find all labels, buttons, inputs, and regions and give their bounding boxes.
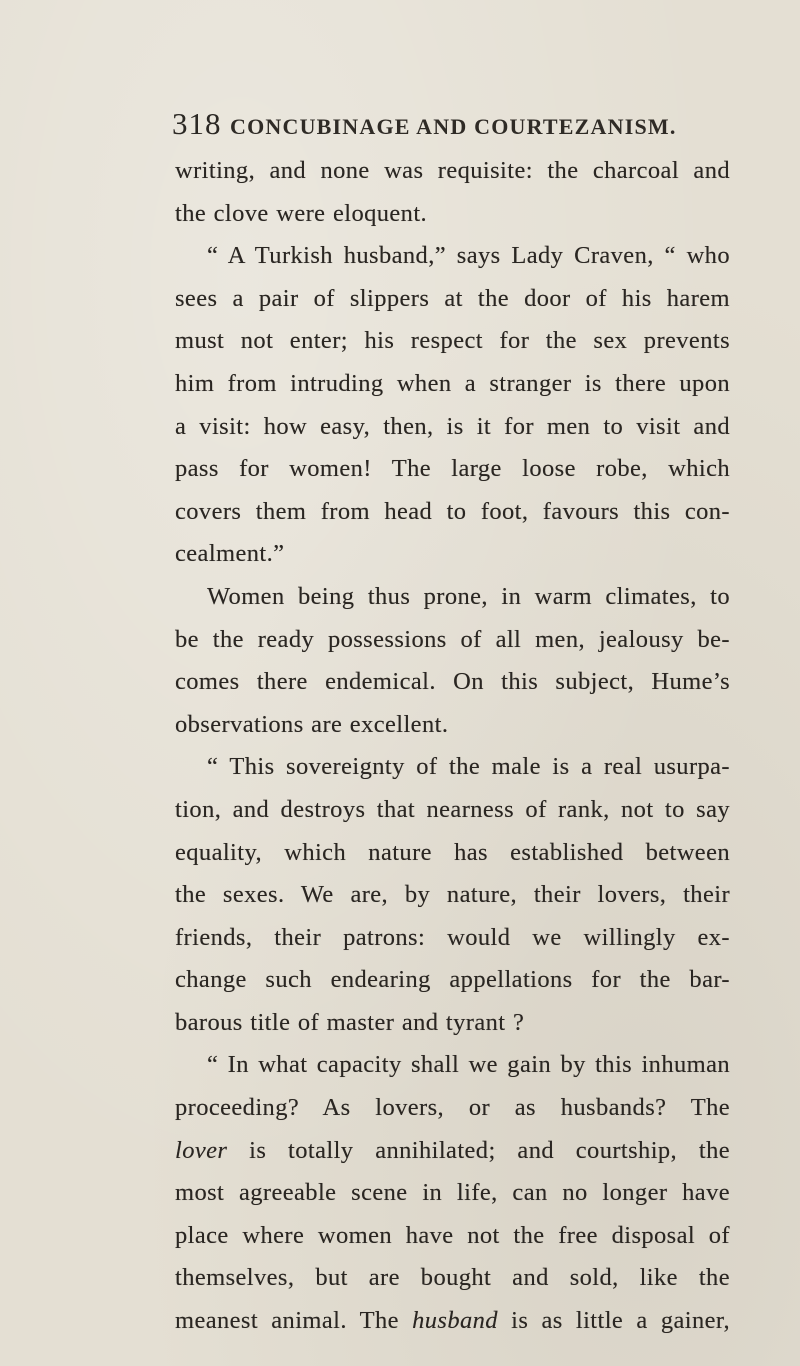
text-line: be the ready possessions of all men, jealousy be- <box>175 625 730 653</box>
page-header <box>172 106 732 146</box>
text-line: place where women have not the free disposal of <box>175 1221 730 1249</box>
text-line: most agreeable scene in life, can no longer have <box>175 1179 730 1207</box>
page-number: 318 <box>172 106 222 141</box>
text-line: tion, and destroys that nearness of rank, not to say <box>175 795 730 823</box>
text-line: “ This sovereignty of the male is a real usurpa- <box>207 753 730 781</box>
text-line: Women being thus prone, in warm climates, to <box>207 582 730 610</box>
body-text <box>175 150 730 1343</box>
text-line: sees a pair of slippers at the door of his harem <box>175 284 730 312</box>
running-head: CONCUBINAGE AND COURTEZANISM. <box>230 114 677 139</box>
text-line: the sexes. We are, by nature, their lovers, their <box>175 881 730 909</box>
text-line: must not enter; his respect for the sex prevents <box>175 327 730 355</box>
text-line: him from intruding when a stranger is there upon <box>175 369 730 397</box>
text-line: “ In what capacity shall we gain by this inhuman <box>207 1051 730 1079</box>
text-line: writing, and none was requisite: the charcoal and <box>175 157 730 184</box>
text-line: equality, which nature has established between <box>175 838 730 866</box>
text-line: “ A Turkish husband,” says Lady Craven, “ who <box>207 242 730 270</box>
text-line: observations are excellent. <box>175 710 449 738</box>
text-line: change such endearing appellations for the bar- <box>175 966 730 994</box>
text-line: meanest animal. The husband is as little a gainer, <box>175 1307 730 1335</box>
text-line: friends, their patrons: would we willingly ex- <box>175 923 730 951</box>
text-line: barous title of master and tyrant ? <box>175 1008 525 1036</box>
text-line: proceeding? As lovers, or as husbands? The <box>175 1094 730 1122</box>
text-line: the clove were eloquent. <box>175 199 428 227</box>
text-line: comes there endemical. On this subject, Hume’s <box>175 668 730 696</box>
text-line: themselves, but are bought and sold, like the <box>175 1264 730 1292</box>
text-line: cealment.” <box>175 540 285 568</box>
text-line: a visit: how easy, then, is it for men to visit and <box>175 412 730 440</box>
text-line-italic-lead: lover is totally annihilated; and courtship, the <box>175 1136 730 1164</box>
text-line: pass for women! The large loose robe, which <box>175 455 730 483</box>
text-line: covers them from head to foot, favours this con- <box>175 497 730 525</box>
